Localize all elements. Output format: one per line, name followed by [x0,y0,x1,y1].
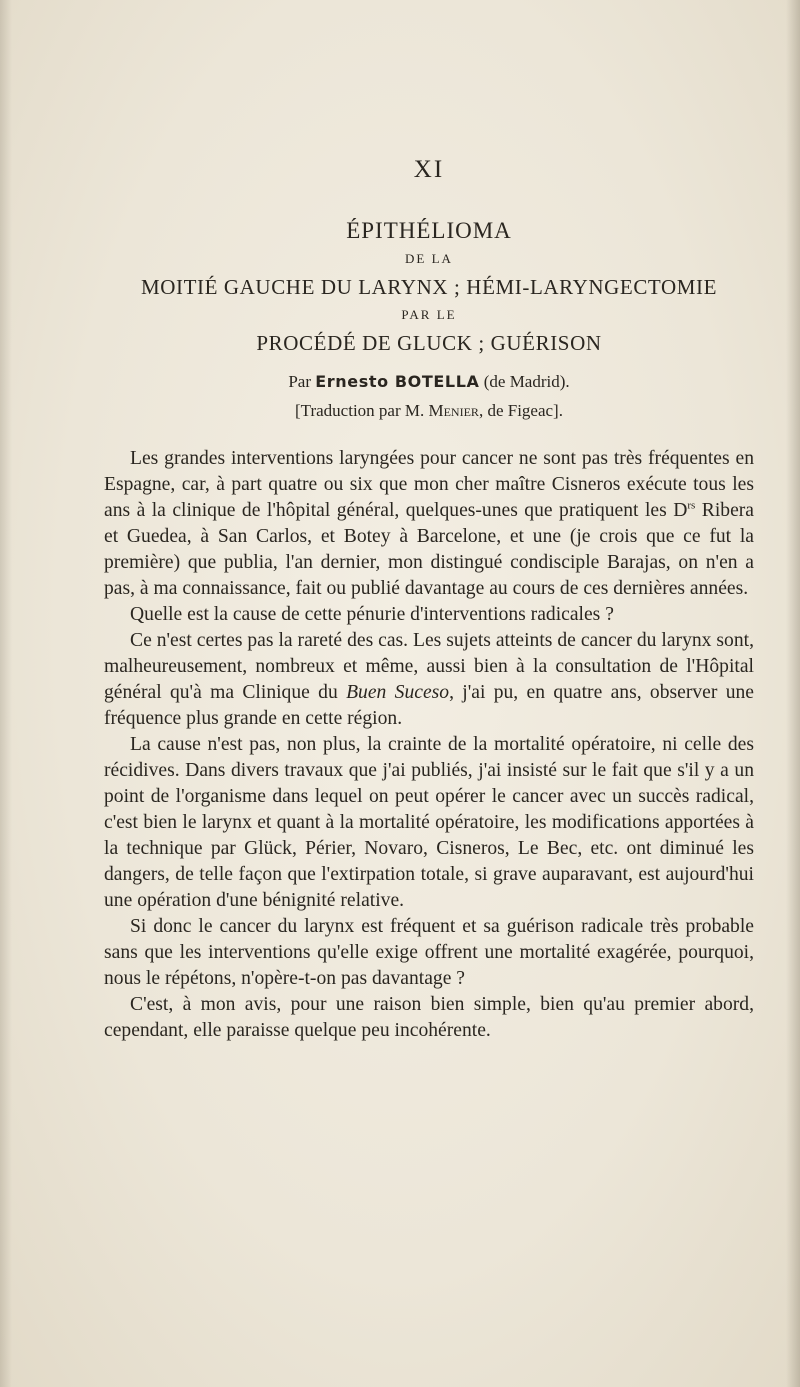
paragraph-1-superscript: rs [687,499,696,512]
author-place: (de Madrid). [483,372,570,391]
paragraph-3 [104,628,754,732]
byline [104,368,754,396]
translation-note [104,398,754,424]
translation-suffix: , de Figeac]. [478,401,563,420]
paragraph-3-italic: Buen Suceso [346,682,450,703]
paragraph-5: Si donc le cancer du larynx est fréquent et sa guérison radicale très probable sans que les interventions qu'elle exige offrent une mortalité exagérée, pourquoi, nous le répétons, n'opère-t-on pas davantage ? [104,916,754,989]
byline-prefix: Par [288,372,312,391]
paragraph-6: C'est, à mon avis, pour une raison bien simple, bien qu'au premier abord, cependant, elle paraisse quelque peu incohérente. [104,994,754,1041]
paragraph-1-text-a: Les grandes interventions laryngées pour cancer ne sont pas très fréquentes en Espagne, car, à part quatre ou six que mon cher maître Cisneros exécute tous les ans à la clinique de l'hôpital général, quelques-unes que pratiquent les D [104,448,754,521]
chapter-number: XI [413,156,445,183]
paragraph-2: Quelle est la cause de cette pénurie d'interventions radicales ? [130,604,614,625]
chapter-title [104,216,754,358]
paragraph-1-text-b: Ribera et Guedea, à San Carlos, et Botey à Barcelone, et une (je crois que ce fut la première) que publia, l'an dernier, mon distingué condisciple Barajas, on n'en a pas, à ma connaissance, fait ou publié davantage au cours de ces dernières années. [104,500,754,599]
page-shadow-left [0,0,12,1387]
page-content [104,150,754,1044]
author-name: Ernesto BOTELLA [315,372,480,391]
page-shadow-right [786,0,800,1387]
title-connector-1: DE LA [405,251,453,266]
paragraph-3-text-a: Ce n'est certes pas la rareté des cas. Les sujets atteints de cancer du larynx sont, malheureusement, nombreux et même, aussi bien à la consultation de l'Hôpital général qu'à ma Clinique du [104,630,754,703]
translator-name: Menier [428,401,479,420]
paragraph-1 [104,446,754,602]
title-line-2: MOITIÉ GAUCHE DU LARYNX ; HÉMI-LARYNGECTOMIE [140,275,718,299]
title-line-3: PROCÉDÉ DE GLUCK ; GUÉRISON [256,331,602,355]
paragraph-3-text-b: , j'ai pu, en quatre ans, observer une fréquence plus grande en cette région. [104,682,754,729]
article-body [104,446,754,1044]
title-line-1: ÉPITHÉLIOMA [346,218,512,243]
translation-prefix: [Traduction par M. [295,401,425,420]
title-connector-2: PAR LE [401,307,457,322]
paragraph-4: La cause n'est pas, non plus, la crainte de la mortalité opératoire, ni celle des récidives. Dans divers travaux que j'ai publiés, j'ai insisté sur le fait que s'il y a un point de l'organisme dans lequel on peut opérer le cancer avec un succès radical, c'est bien le larynx et quant à la mortalité opératoire, les modifications apportées à la technique par Glück, Périer, Novaro, Cisneros, Le Bec, etc. ont diminué les dangers, de telle façon que l'extirpation totale, si grave auparavant, est aujourd'hui une opération d'une bénignité relative. [104,734,754,911]
